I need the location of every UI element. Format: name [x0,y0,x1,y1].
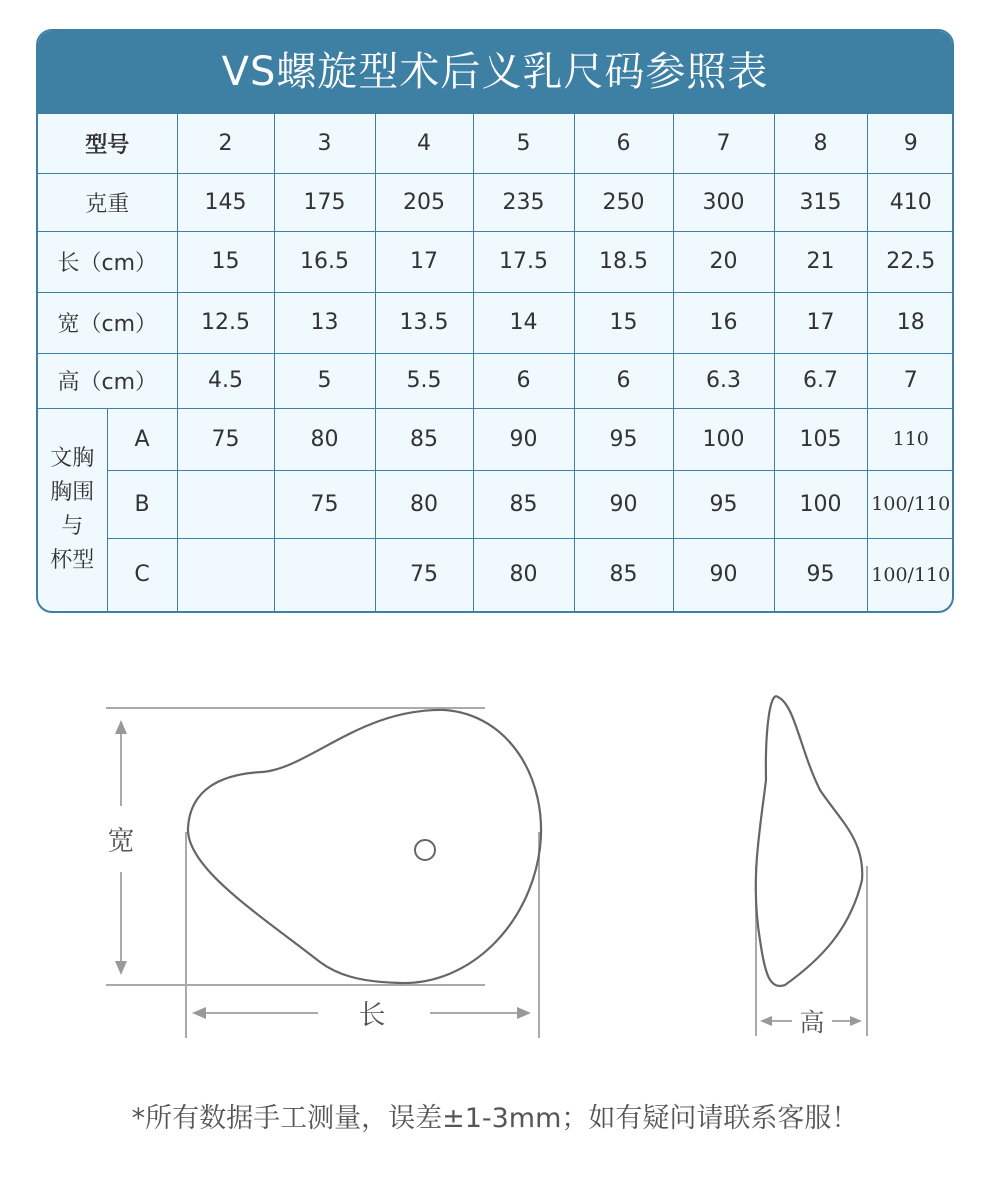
table-cell: 12.5 [177,292,274,353]
table-cell: 110 [867,408,954,470]
width-label: 宽 [107,826,135,857]
table-cell: 13.5 [375,292,473,353]
table-cell: 18.5 [574,231,673,292]
table-cell: 80 [375,470,473,538]
table-cell: 17 [375,231,473,292]
table-cell: 85 [473,470,574,538]
row-label: 宽（cm） [38,292,177,353]
table-cell: 6.3 [673,353,774,408]
disclaimer-note: *所有数据手工测量，误差±1-3mm；如有疑问请联系客服！ [131,1103,859,1134]
table-cell: 300 [673,173,774,231]
row-label: 高（cm） [38,353,177,408]
table-cell: 17.5 [473,231,574,292]
bra-label-line: 胸围 [50,479,95,505]
table-cell: 95 [774,538,867,611]
model-cell: 9 [867,114,954,173]
model-cell: 5 [473,114,574,173]
size-chart-card [36,29,954,613]
table-cell: 6 [574,353,673,408]
arrow-down-icon [115,961,127,975]
table-cell [274,538,375,611]
table-cell: 105 [774,408,867,470]
model-cell: 6 [574,114,673,173]
valve-hole-icon [415,840,435,860]
bra-label-line: 杯型 [50,547,95,573]
table-cell: 80 [274,408,375,470]
table-cell: 16.5 [274,231,375,292]
model-header-label: 型号 [38,114,177,173]
table-cell: 235 [473,173,574,231]
table-cell: 145 [177,173,274,231]
table-cell: 90 [473,408,574,470]
table-row-cup-b [38,470,954,538]
model-cell: 7 [673,114,774,173]
table-cell: 22.5 [867,231,954,292]
table-cell: 15 [574,292,673,353]
table-cell: 85 [574,538,673,611]
arrow-right-icon [850,1016,862,1026]
table-cell: 250 [574,173,673,231]
table-cell: 95 [673,470,774,538]
table-cell: 100/110 [867,538,954,611]
bra-label-line: 文胸 [50,445,95,471]
arrow-left-icon [192,1007,206,1019]
size-table [38,114,954,612]
table-cell: 21 [774,231,867,292]
table-cell: 20 [673,231,774,292]
cup-label: A [107,408,177,470]
table-cell: 75 [274,470,375,538]
model-cell: 2 [177,114,274,173]
table-cell: 85 [375,408,473,470]
chart-title: VS螺旋型术后义乳尺码参照表 [38,31,952,114]
table-cell: 410 [867,173,954,231]
table-cell: 100 [673,408,774,470]
length-label: 长 [358,1000,386,1031]
model-cell: 8 [774,114,867,173]
row-label: 克重 [38,173,177,231]
table-cell: 7 [867,353,954,408]
table-cell [177,470,274,538]
table-cell: 90 [574,470,673,538]
table-cell: 75 [375,538,473,611]
table-cell: 90 [673,538,774,611]
row-label: 长（cm） [38,231,177,292]
model-cell: 3 [274,114,375,173]
table-row-cup-a [38,408,954,470]
table-cell: 16 [673,292,774,353]
model-cell: 4 [375,114,473,173]
prosthesis-front-outline [188,710,541,983]
bra-label-line: 与 [61,513,84,539]
bra-group-label [38,408,107,611]
table-cell: 80 [473,538,574,611]
table-cell: 75 [177,408,274,470]
table-cell: 100 [774,470,867,538]
table-cell: 18 [867,292,954,353]
table-cell: 5.5 [375,353,473,408]
table-row-weight [38,173,954,231]
table-cell: 14 [473,292,574,353]
table-cell: 315 [774,173,867,231]
table-row-length [38,231,954,292]
table-cell: 6.7 [774,353,867,408]
table-cell: 205 [375,173,473,231]
table-row-model [38,114,954,173]
table-row-cup-c [38,538,954,611]
table-cell: 17 [774,292,867,353]
table-cell: 5 [274,353,375,408]
cup-label: C [107,538,177,611]
table-cell: 15 [177,231,274,292]
table-cell: 175 [274,173,375,231]
arrow-left-icon [760,1016,772,1026]
prosthesis-side-outline [756,696,862,986]
table-row-width [38,292,954,353]
table-cell: 6 [473,353,574,408]
height-label: 高 [799,1008,825,1037]
table-row-height [38,353,954,408]
arrow-right-icon [517,1007,531,1019]
table-cell: 13 [274,292,375,353]
table-cell: 4.5 [177,353,274,408]
table-cell [177,538,274,611]
table-cell: 95 [574,408,673,470]
table-cell: 100/110 [867,470,954,538]
arrow-up-icon [115,720,127,734]
cup-label: B [107,470,177,538]
